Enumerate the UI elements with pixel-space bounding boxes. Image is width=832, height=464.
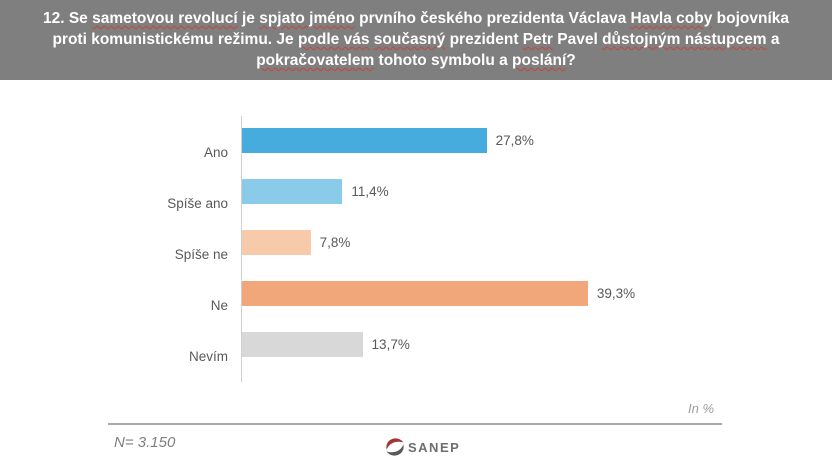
question-text: 12. Se [42,10,93,27]
bar-3 [242,281,588,306]
unit-note: In % [688,401,715,416]
misspelled-word: Petr [522,31,553,48]
question-header [0,0,832,80]
value-label: 13,7% [371,337,410,352]
bar-0 [242,128,487,153]
value-label: 11,4% [351,184,389,199]
misspelled-word: důstojným nástupcem [602,31,767,48]
sample-size-label: N= 3.150 [114,434,176,451]
question-text: ? [566,52,576,69]
chart-row [0,331,832,382]
question-line [0,50,832,71]
footer-divider [108,423,722,425]
sanep-logo [384,436,460,458]
question-text: a [766,31,780,48]
misspelled-word: pokračovatelem [256,52,375,69]
chart-row [0,229,832,280]
chart-row [0,178,832,229]
category-label: Ne [210,298,228,313]
misspelled-word: spjato jméno [259,10,355,27]
value-label: 7,8% [319,235,351,250]
value-label: 27,8% [495,133,534,148]
sanep-logo-icon [384,436,406,458]
question-text: bojovníka [712,10,790,27]
chart-row [0,127,832,178]
bar-4 [242,332,363,357]
question-text: tohoto symbolu a [374,52,513,69]
question-line [0,29,832,50]
question-text: prvního českého prezidenta Václava [354,10,631,27]
bar-1 [242,179,342,204]
sanep-logo-text: SANEP [408,439,461,455]
misspelled-word: Havla coby [630,10,713,27]
misspelled-word: současný [373,31,446,48]
category-label: Nevím [188,349,228,364]
value-label: 39,3% [596,286,636,301]
chart-row [0,280,832,331]
question-text: Pavel [552,31,603,48]
misspelled-word: podle vás [297,31,370,48]
question-line [0,8,832,29]
category-label: Ano [203,145,228,160]
misspelled-word: poslání [512,52,567,69]
chart-rows [0,127,832,382]
misspelled-word: sametovou revolucí [92,10,238,27]
bar-2 [242,230,311,255]
question-text: proti komunistickému režimu. Je [52,31,298,48]
category-label: Spíše ano [167,196,228,211]
question-text: prezident [445,31,523,48]
question-text: je [237,10,260,27]
category-label: Spíše ne [174,247,228,262]
